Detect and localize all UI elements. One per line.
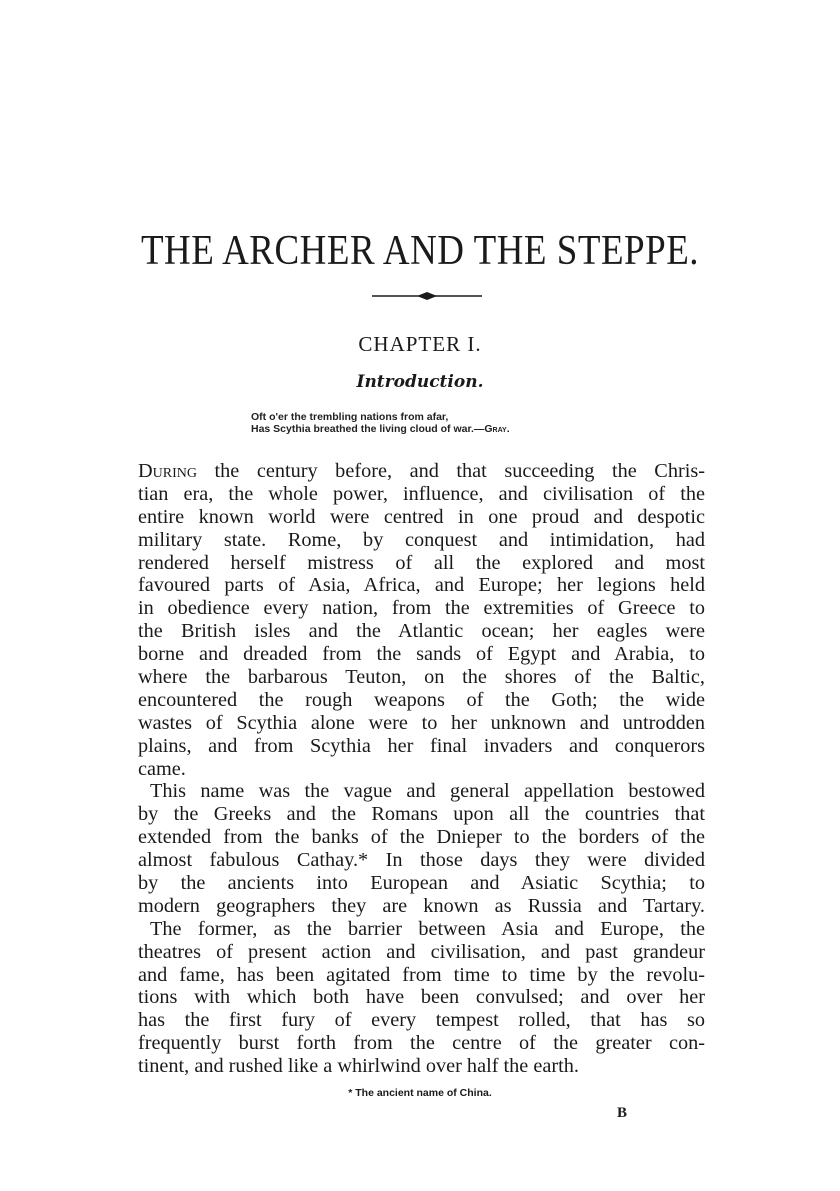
- text-line: and fame, has been agitated from time to time by the revolu-: [138, 963, 705, 986]
- text-line: in obedience every nation, from the extremities of Greece to: [138, 597, 705, 620]
- title-ornament-rule: [372, 290, 482, 302]
- dropcap-word: During: [138, 460, 197, 482]
- text-line: The former, as the barrier between Asia and Europe, the: [150, 917, 705, 940]
- book-title: THE ARCHER AND THE STEPPE.: [140, 227, 700, 275]
- text-line: tions with which both have been convulsed; and over her: [138, 986, 705, 1009]
- text-line: rendered herself mistress of all the explored and most: [138, 551, 705, 574]
- text-line: plains, and from Scythia her final invaders and conquerors: [138, 734, 705, 757]
- text-line: encountered the rough weapons of the Goth; the wide: [138, 688, 705, 711]
- text-line: frequently burst forth from the centre of the greater con-: [138, 1032, 705, 1055]
- text-line: tian era, the whole power, influence, and civilisation of the: [138, 482, 705, 505]
- first-line-rest: the century before, and that succeeding the Chris-: [196, 460, 705, 482]
- text-line: [138, 460, 705, 483]
- text-line: theatres of present action and civilisation, and past grandeur: [138, 940, 705, 963]
- signature-mark: B: [617, 1105, 628, 1121]
- text-line: This name was the vague and general appellation bestowed: [150, 780, 705, 803]
- epigraph: [251, 411, 510, 435]
- epigraph-line-2-text: Has Scythia breathed the living cloud of war.—: [251, 423, 485, 435]
- body-text: [138, 460, 705, 1078]
- text-line: the British isles and the Atlantic ocean; her eagles were: [138, 620, 705, 643]
- text-line: where the barbarous Teuton, on the shores of the Baltic,: [138, 666, 705, 689]
- text-line: modern geographers they are known as Russia and Tartary.: [138, 894, 705, 917]
- chapter-heading: CHAPTER I.: [358, 332, 482, 356]
- text-line: military state. Rome, by conquest and intimidation, had: [138, 528, 705, 551]
- text-line: came.: [138, 757, 186, 780]
- epigraph-author: Gray.: [484, 423, 510, 435]
- text-line: almost fabulous Cathay.* In those days they were divided: [138, 849, 705, 872]
- text-line: tinent, and rushed like a whirlwind over half the earth.: [138, 1055, 579, 1078]
- text-line: has the first fury of every tempest rolled, that has so: [138, 1009, 705, 1032]
- text-line: extended from the banks of the Dnieper to the borders of the: [138, 826, 705, 849]
- epigraph-line-1: Oft o'er the trembling nations from afar,: [251, 411, 449, 423]
- epigraph-line-2: [251, 423, 510, 435]
- text-line: by the Greeks and the Romans upon all the countries that: [138, 803, 705, 826]
- text-line: entire known world were centred in one proud and despotic: [138, 505, 705, 528]
- text-line: by the ancients into European and Asiatic Scythia; to: [138, 872, 705, 895]
- chapter-subtitle: Introduction.: [356, 372, 484, 392]
- text-line: wastes of Scythia alone were to her unknown and untrodden: [138, 711, 705, 734]
- text-line: favoured parts of Asia, Africa, and Europe; her legions held: [138, 574, 705, 597]
- footnote: * The ancient name of China.: [348, 1087, 492, 1099]
- text-line: borne and dreaded from the sands of Egypt and Arabia, to: [138, 643, 705, 666]
